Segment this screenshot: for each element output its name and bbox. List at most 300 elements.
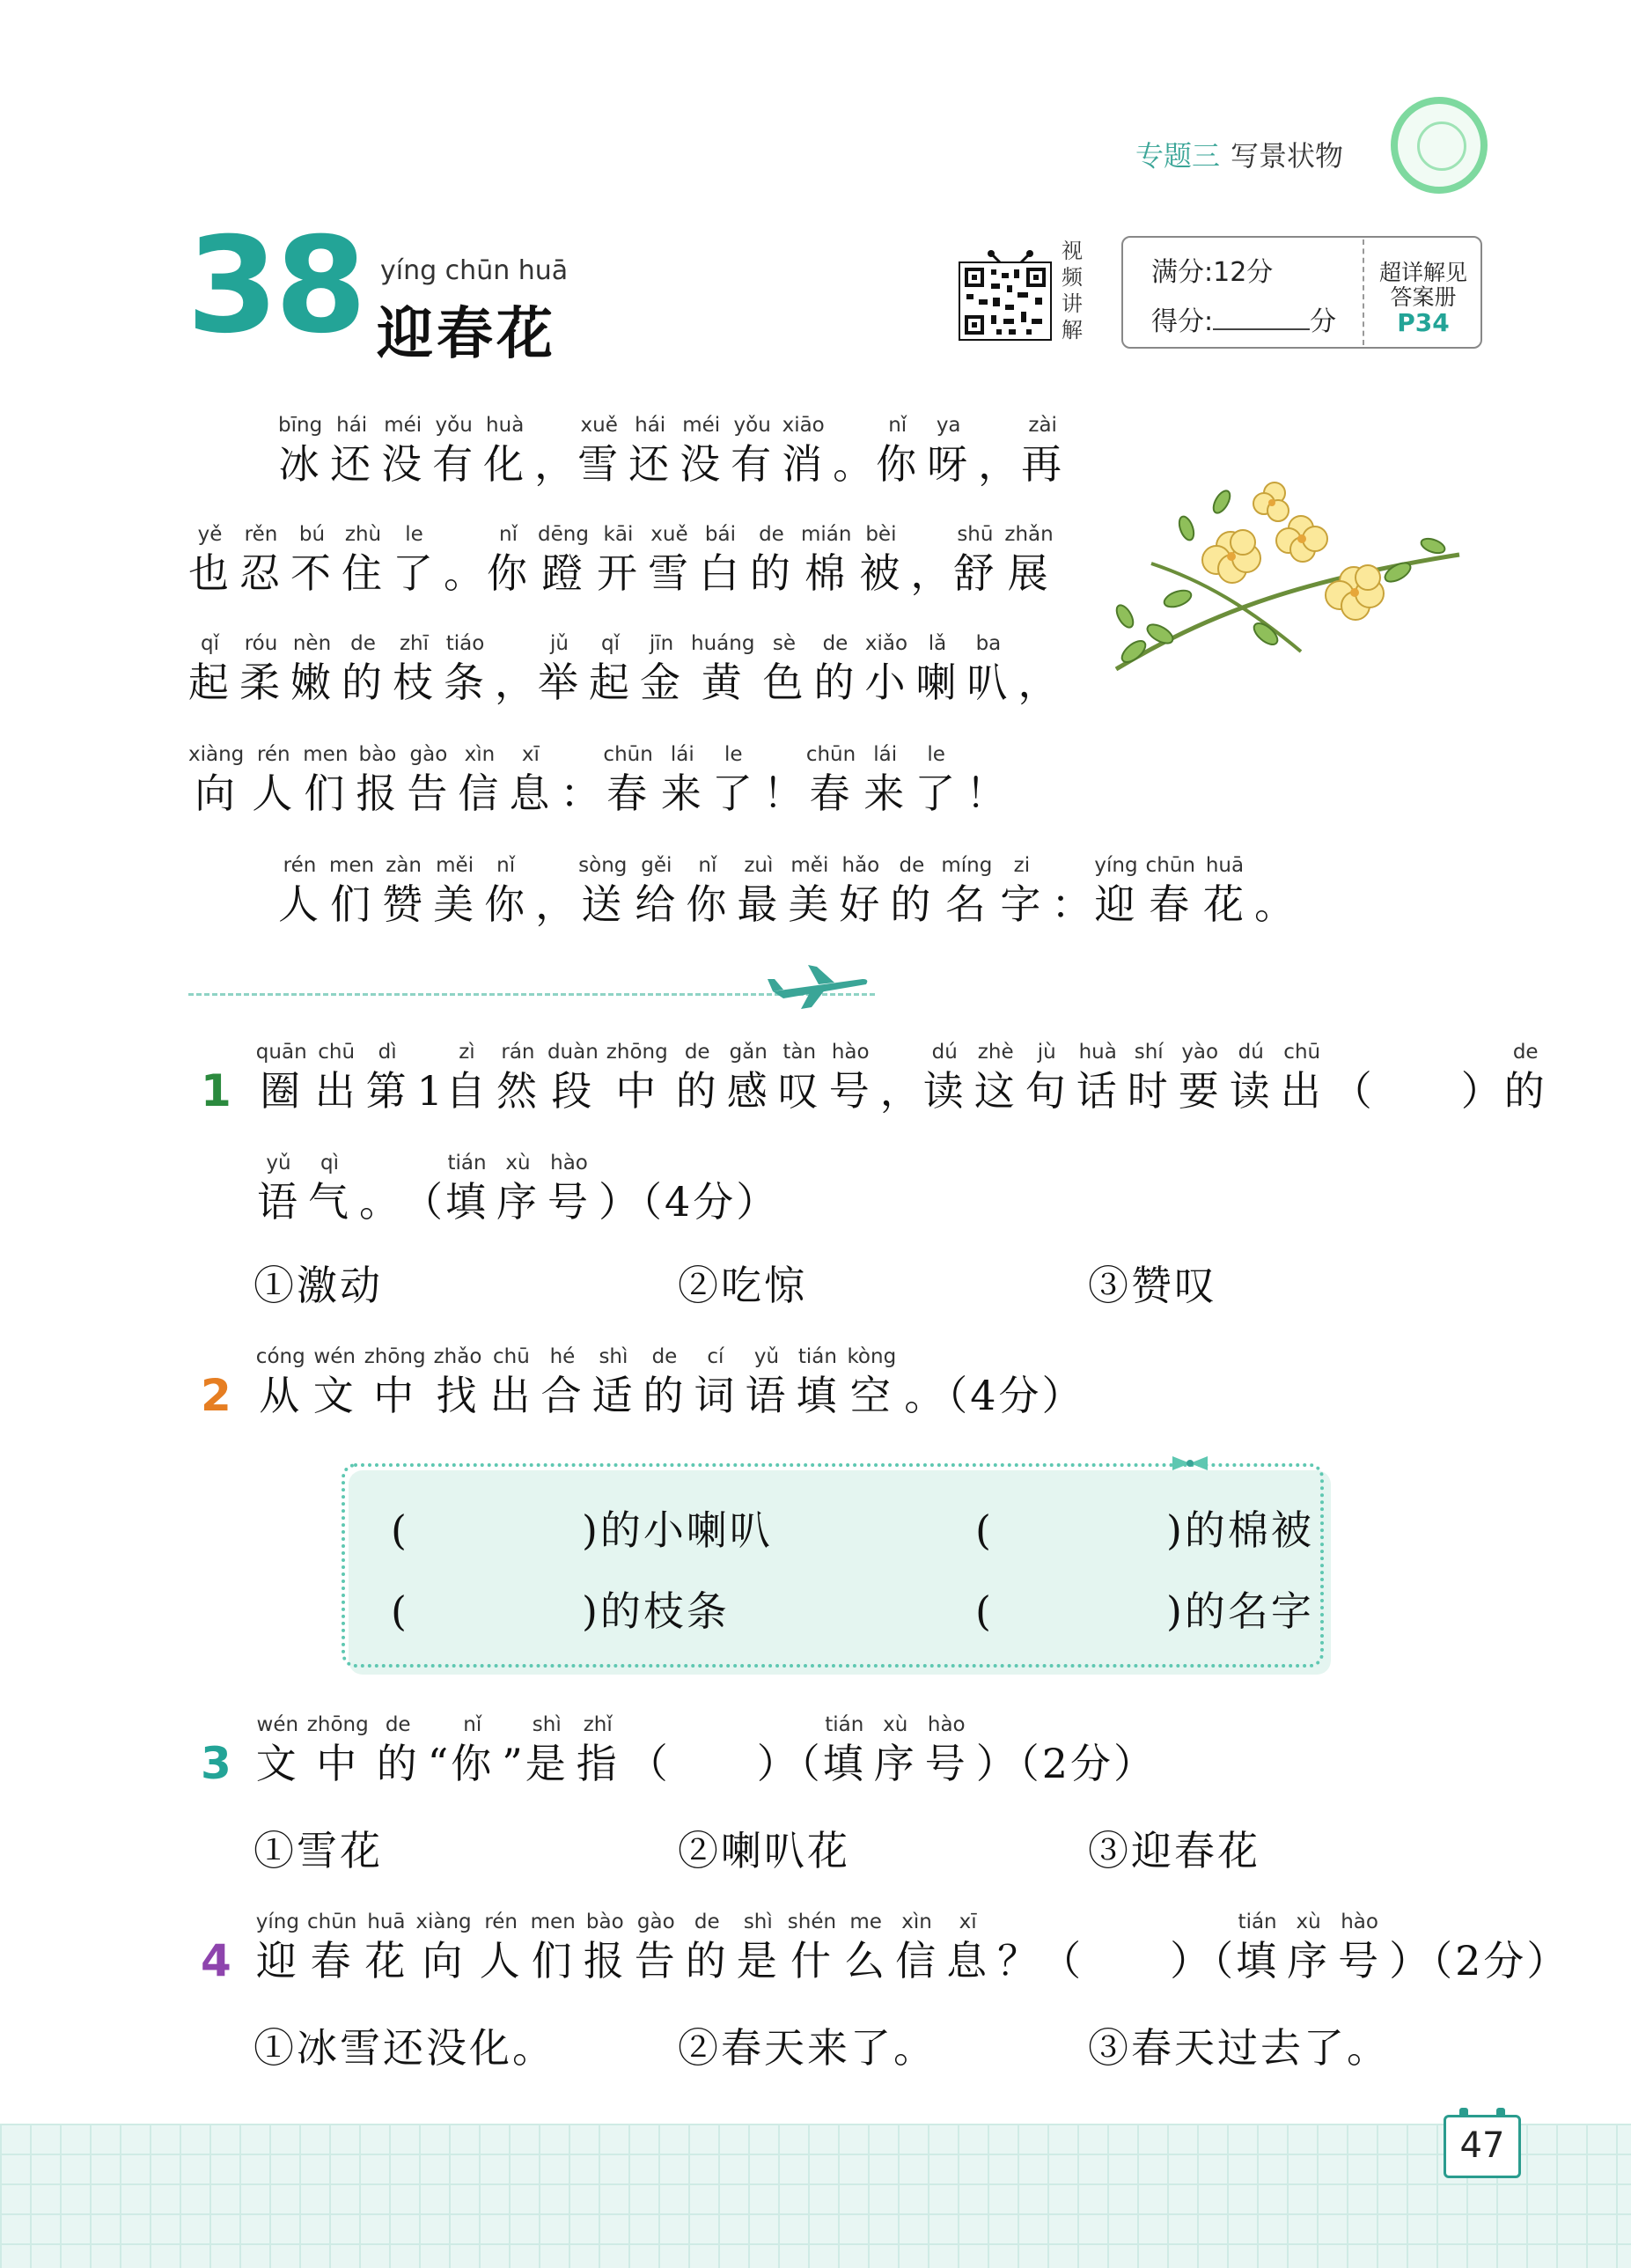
- passage-line-4: [188, 741, 1009, 819]
- full-score: 满分:12分: [1151, 257, 1274, 288]
- pinyin: de: [822, 632, 849, 655]
- hanzi: 给: [635, 880, 679, 928]
- q2-blank-2[interactable]: ( )的棉被: [975, 1506, 1314, 1554]
- hanzi: 起: [589, 659, 632, 706]
- hanzi: 枝: [393, 659, 436, 706]
- ruby-char: [432, 412, 475, 490]
- pinyin: tián: [447, 1152, 487, 1174]
- lesson-title: 迎春花: [377, 302, 556, 367]
- hanzi: 再: [1021, 440, 1065, 488]
- ruby-char: [895, 1909, 938, 1986]
- ruby-char: [382, 852, 425, 930]
- pinyin: de: [1512, 1041, 1539, 1064]
- hanzi: 雪: [647, 549, 691, 597]
- hanzi: 时: [1127, 1067, 1171, 1115]
- hanzi: 空: [849, 1372, 893, 1419]
- pinyin: xiāo: [782, 414, 825, 437]
- hanzi: 的: [749, 549, 793, 597]
- hanzi: 出: [314, 1067, 358, 1115]
- pinyin: jīn: [649, 632, 674, 655]
- pinyin: yǒu: [435, 414, 473, 437]
- hanzi: 感: [726, 1067, 770, 1115]
- medal-badge-icon: [1391, 97, 1488, 194]
- ruby-char: [597, 521, 640, 599]
- hanzi: 没: [680, 440, 724, 488]
- hanzi: 展: [1007, 549, 1051, 597]
- ruby-char: [415, 1909, 471, 1986]
- topic-name: 写景状物: [1231, 139, 1344, 173]
- hanzi: 春: [606, 770, 650, 817]
- hanzi: 信: [895, 1937, 939, 1984]
- hanzi: 找: [436, 1372, 480, 1419]
- ruby-char: [356, 741, 399, 819]
- pinyin: de: [899, 854, 925, 877]
- ruby-char: [538, 630, 581, 708]
- pinyin: chū: [318, 1041, 356, 1064]
- pinyin: lǎ: [928, 632, 947, 655]
- ruby-char: [584, 1909, 627, 1986]
- hanzi: 的: [685, 1937, 729, 1984]
- hanzi: 还: [330, 440, 374, 488]
- pinyin: me: [849, 1911, 882, 1933]
- hanzi: 语: [257, 1178, 300, 1226]
- pinyin: měi: [790, 854, 829, 877]
- ruby-char: [458, 741, 501, 819]
- hanzi: 雪: [577, 440, 621, 488]
- hanzi: 适: [591, 1372, 636, 1419]
- airplane-icon: [766, 960, 871, 1012]
- ruby-char: [925, 1712, 968, 1789]
- pinyin: tiáo: [445, 632, 485, 655]
- ruby-char: [1094, 852, 1137, 930]
- pinyin: wén: [256, 1713, 299, 1736]
- pinyin: yíng: [255, 1911, 299, 1933]
- hanzi: 化: [483, 440, 527, 488]
- ruby-char: [1203, 852, 1246, 930]
- hanzi: 从: [259, 1372, 303, 1419]
- ruby-char: [393, 630, 436, 708]
- ruby-char: [1504, 1039, 1547, 1116]
- pinyin: xiàng: [188, 743, 245, 766]
- pinyin: yě: [197, 523, 223, 546]
- pinyin: bào: [358, 743, 397, 766]
- ruby-char: [307, 1712, 369, 1789]
- ruby-char: [496, 1039, 540, 1116]
- ruby-char: [750, 521, 793, 599]
- text-run: 。: [833, 440, 877, 488]
- hanzi: 中: [615, 1067, 659, 1115]
- pinyin: sè: [772, 632, 796, 655]
- ruby-char: [782, 412, 825, 490]
- hanzi: 们: [330, 880, 374, 928]
- ruby-char: [635, 1909, 678, 1986]
- text-run: ！: [966, 770, 1010, 817]
- hanzi: 了: [915, 770, 959, 817]
- ruby-char: [778, 1039, 821, 1116]
- ruby-char: [788, 852, 831, 930]
- pinyin: zhè: [977, 1041, 1014, 1064]
- ruby-char: [307, 1909, 356, 1986]
- ruby-char: [303, 741, 348, 819]
- ruby-char: [445, 1039, 489, 1116]
- pinyin: hái: [635, 414, 666, 437]
- answer-note-line1: 超详解见: [1378, 260, 1467, 285]
- pinyin: rén: [256, 743, 290, 766]
- question-2-line-1: [201, 1344, 1084, 1421]
- hanzi: 填: [445, 1178, 489, 1226]
- ruby-char: [694, 1344, 737, 1421]
- pinyin: de: [694, 1911, 720, 1933]
- hanzi: 出: [1280, 1067, 1324, 1115]
- text-run: ？（ ）（: [997, 1937, 1237, 1984]
- hanzi: 出: [489, 1372, 533, 1419]
- hanzi: 话: [1076, 1067, 1120, 1115]
- hanzi: 自: [444, 1067, 489, 1115]
- ruby-char: [839, 852, 882, 930]
- ruby-char: [489, 1344, 533, 1421]
- passage-line-2: [188, 521, 1062, 599]
- hanzi: 词: [694, 1372, 738, 1419]
- text-run: ！: [762, 770, 806, 817]
- ruby-char: [699, 521, 742, 599]
- ruby-char: [381, 412, 424, 490]
- hanzi: 向: [422, 1937, 466, 1984]
- q3-option-2[interactable]: ②喇叭花: [678, 1827, 850, 1874]
- ruby-char: [806, 741, 856, 819]
- title-pinyin: yíng chūn huā: [380, 255, 569, 286]
- pinyin: chū: [1283, 1041, 1321, 1064]
- text-run: ，: [534, 440, 578, 488]
- pinyin: yǔ: [753, 1345, 780, 1368]
- text-run: 。: [1253, 880, 1297, 928]
- hanzi: 叹: [777, 1067, 821, 1115]
- ruby-char: [941, 852, 992, 930]
- pinyin: huā: [1205, 854, 1245, 877]
- page-number: 47: [1444, 2115, 1521, 2178]
- pinyin: zhǎn: [1004, 523, 1054, 546]
- hanzi: 送: [581, 880, 625, 928]
- video-lecture-label[interactable]: 视 频 讲 解: [1062, 239, 1083, 342]
- ruby-char: [863, 741, 907, 819]
- ruby-char: [547, 1150, 591, 1227]
- hanzi: 迎: [255, 1937, 299, 1984]
- text-run: ：: [1051, 880, 1095, 928]
- hanzi: 色: [762, 659, 806, 706]
- ruby-char: [531, 1909, 576, 1986]
- pinyin: hái: [336, 414, 368, 437]
- hanzi: 住: [342, 549, 385, 597]
- hanzi: 读: [1229, 1067, 1273, 1115]
- hanzi: 人: [252, 770, 296, 817]
- hanzi: 的: [643, 1372, 687, 1419]
- ruby-char: [890, 852, 933, 930]
- hanzi: 么: [844, 1937, 888, 1984]
- text-run: （ ）: [1331, 1067, 1504, 1115]
- hanzi: 也: [188, 549, 231, 597]
- q4-option-2[interactable]: ②春天来了。: [678, 2024, 937, 2072]
- q4-option-3[interactable]: ③春天过去了。: [1088, 2024, 1390, 2072]
- hanzi: 有: [731, 440, 775, 488]
- ruby-char: [847, 1344, 896, 1421]
- ruby-char: [915, 741, 958, 819]
- text-run: ，: [879, 1067, 923, 1115]
- pinyin: zài: [1028, 414, 1057, 437]
- pinyin: xuě: [580, 414, 618, 437]
- hanzi: 起: [188, 659, 231, 706]
- pinyin: shén: [787, 1911, 837, 1933]
- pinyin: ya: [936, 414, 961, 437]
- pinyin: jǔ: [550, 632, 569, 655]
- hanzi: 喇: [915, 659, 959, 706]
- ruby-char: [635, 852, 678, 930]
- pinyin: yǔ: [266, 1152, 291, 1174]
- pinyin: hào: [927, 1713, 966, 1736]
- hanzi: 报: [583, 1937, 627, 1984]
- q1-option-3[interactable]: ③赞叹: [1088, 1262, 1217, 1309]
- pinyin: bú: [298, 523, 326, 546]
- pinyin: qǐ: [201, 632, 219, 655]
- hanzi: 黄: [701, 659, 745, 706]
- pinyin: gǎn: [729, 1041, 768, 1064]
- hanzi: 不: [290, 549, 334, 597]
- ruby-char: [946, 1909, 989, 1986]
- ruby-char: [188, 741, 244, 819]
- ruby-char: [433, 852, 476, 930]
- topic-number: 专题三: [1135, 139, 1221, 173]
- score-blank[interactable]: [1213, 309, 1310, 330]
- pinyin: měi: [436, 854, 474, 877]
- pinyin: tián: [825, 1713, 864, 1736]
- text-run: ）（2分）: [1389, 1937, 1570, 1984]
- ruby-char: [538, 521, 589, 599]
- pinyin: de: [651, 1345, 678, 1368]
- hanzi: 你: [487, 549, 530, 597]
- text-run: ，: [535, 880, 579, 928]
- ruby-char: [577, 1712, 620, 1789]
- ruby-char: [407, 741, 450, 819]
- pinyin: xī: [959, 1911, 977, 1933]
- pinyin: lái: [873, 743, 898, 766]
- text-run: ：: [560, 770, 604, 817]
- hanzi: 来: [863, 770, 907, 817]
- hanzi: 气: [308, 1178, 351, 1226]
- pinyin: chū: [493, 1345, 530, 1368]
- ruby-char: [966, 630, 1010, 708]
- q3-option-3[interactable]: ③迎春花: [1088, 1827, 1260, 1874]
- pinyin: nǐ: [698, 854, 717, 877]
- hanzi: 的: [813, 659, 857, 706]
- pinyin: qǐ: [601, 632, 620, 655]
- hanzi: 息: [509, 770, 553, 817]
- ruby-char: [589, 630, 632, 708]
- pinyin: nǐ: [496, 854, 516, 877]
- hanzi: 息: [946, 1937, 990, 1984]
- ruby-char: [239, 521, 283, 599]
- hanzi: 告: [634, 1937, 678, 1984]
- pinyin: rén: [283, 854, 317, 877]
- pinyin: dú: [1238, 1041, 1264, 1064]
- hanzi: 你: [686, 880, 730, 928]
- hanzi: 蹬: [541, 549, 585, 597]
- hanzi: 春: [1149, 880, 1193, 928]
- ruby-char: [1281, 1039, 1324, 1116]
- q2-blank-3[interactable]: ( )的枝条: [391, 1587, 730, 1635]
- q3-option-1[interactable]: ①雪花: [253, 1827, 383, 1874]
- hanzi: 读: [922, 1067, 966, 1115]
- hanzi: 消: [782, 440, 826, 488]
- hanzi: 金: [640, 659, 683, 706]
- pinyin: le: [724, 743, 743, 766]
- pinyin: gào: [636, 1911, 675, 1933]
- pinyin: zi: [1013, 854, 1031, 877]
- hanzi: 最: [737, 880, 781, 928]
- pinyin: méi: [682, 414, 721, 437]
- pinyin: míng: [941, 854, 993, 877]
- ruby-char: [256, 1039, 307, 1116]
- pinyin: gào: [409, 743, 448, 766]
- pinyin: men: [303, 743, 349, 766]
- qr-code-icon[interactable]: [956, 248, 1062, 343]
- answer-note-line2: 答案册: [1390, 284, 1457, 310]
- passage-line-5: [278, 852, 1297, 930]
- ruby-char: [330, 412, 373, 490]
- ruby-char: [256, 1712, 299, 1789]
- hanzi: 叭: [966, 659, 1010, 706]
- ruby-char: [496, 1150, 540, 1227]
- pinyin: xuě: [650, 523, 688, 546]
- pinyin: hé: [549, 1345, 576, 1368]
- hanzi: 美: [433, 880, 477, 928]
- ruby-char: [434, 1344, 482, 1421]
- question-3-line-1: [201, 1712, 1157, 1789]
- pinyin: nèn: [292, 632, 332, 655]
- pinyin: bào: [585, 1911, 624, 1933]
- pinyin: nǐ: [463, 1713, 482, 1736]
- pinyin: dì: [378, 1041, 397, 1064]
- ruby-char: [691, 630, 754, 708]
- q2-blank-1[interactable]: ( )的小喇叭: [391, 1506, 773, 1554]
- hanzi: 填: [822, 1740, 866, 1787]
- pinyin: qì: [320, 1152, 339, 1174]
- answer-page-ref[interactable]: P34: [1397, 308, 1450, 337]
- ruby-char: [680, 412, 723, 490]
- pinyin: hào: [1341, 1911, 1378, 1933]
- pinyin: gěi: [641, 854, 672, 877]
- ruby-char: [366, 1039, 409, 1116]
- ruby-char: [876, 412, 919, 490]
- hanzi: 序: [873, 1740, 917, 1787]
- question-2-number: 2: [201, 1370, 231, 1421]
- hanzi: 填: [796, 1372, 840, 1419]
- pinyin: yíng: [1094, 854, 1138, 877]
- pinyin: yào: [1181, 1041, 1219, 1064]
- hanzi: 忍: [239, 549, 283, 597]
- pinyin: mián: [800, 523, 852, 546]
- hanzi: 中: [316, 1740, 360, 1787]
- ruby-char: [239, 630, 283, 708]
- hanzi: 号: [828, 1067, 872, 1115]
- pinyin: shū: [957, 523, 994, 546]
- pinyin: bèi: [865, 523, 897, 546]
- text-run: ）（2分）: [975, 1740, 1157, 1787]
- ruby-char: [737, 1909, 780, 1986]
- hanzi: 春: [310, 1937, 354, 1984]
- hanzi: 合: [540, 1372, 584, 1419]
- pinyin: de: [385, 1713, 411, 1736]
- question-1-line-1: [201, 1039, 1555, 1116]
- hanzi: 被: [859, 549, 903, 597]
- q1-option-1[interactable]: ①激动: [253, 1262, 383, 1309]
- pinyin: chūn: [306, 1911, 357, 1933]
- hanzi: 白: [698, 549, 742, 597]
- pinyin: xiǎo: [864, 632, 908, 655]
- ruby-char: [648, 521, 691, 599]
- ruby-char: [377, 1712, 420, 1789]
- hanzi: 花: [1202, 880, 1246, 928]
- hanzi: 号: [924, 1740, 968, 1787]
- pinyin: de: [684, 1041, 710, 1064]
- pinyin: xù: [883, 1713, 908, 1736]
- hanzi: 这: [973, 1067, 1018, 1115]
- text-run: （: [402, 1178, 445, 1226]
- pinyin: zhōng: [364, 1345, 426, 1368]
- ruby-char: [712, 741, 755, 819]
- ruby-char: [801, 521, 851, 599]
- ruby-char: [953, 521, 996, 599]
- ruby-char: [661, 741, 704, 819]
- pinyin: quān: [255, 1041, 307, 1064]
- ruby-char: [737, 852, 780, 930]
- hanzi: 冰: [278, 440, 322, 488]
- pinyin: lái: [670, 743, 694, 766]
- pinyin: rán: [501, 1041, 535, 1064]
- hanzi: 指: [576, 1740, 620, 1787]
- pinyin: le: [405, 523, 423, 546]
- q4-option-1[interactable]: ①冰雪还没化。: [253, 2024, 555, 2072]
- pinyin: dēng: [538, 523, 589, 546]
- ruby-char: [796, 1344, 839, 1421]
- pinyin: xìn: [464, 743, 496, 766]
- hanzi: 语: [745, 1372, 789, 1419]
- ruby-char: [525, 1712, 569, 1789]
- passage-line-1: [278, 412, 1072, 490]
- hanzi: 中: [373, 1372, 417, 1419]
- ruby-char: [484, 852, 527, 930]
- hanzi: 圈: [260, 1067, 304, 1115]
- ruby-char: [927, 412, 970, 490]
- hanzi: 什: [790, 1937, 834, 1984]
- ruby-char: [1076, 1039, 1120, 1116]
- q1-option-2[interactable]: ②吃惊: [678, 1262, 807, 1309]
- ruby-char: [745, 1344, 788, 1421]
- ruby-char: [923, 1039, 966, 1116]
- ruby-char: [578, 852, 627, 930]
- pinyin: men: [530, 1911, 576, 1933]
- ruby-char: [278, 412, 322, 490]
- pinyin: de: [759, 523, 784, 546]
- pinyin: bái: [704, 523, 736, 546]
- ruby-char: [1004, 521, 1053, 599]
- hanzi: 好: [839, 880, 883, 928]
- pinyin: shí: [1134, 1041, 1164, 1064]
- q2-blank-4[interactable]: ( )的名字: [975, 1587, 1314, 1635]
- ruby-char: [290, 521, 334, 599]
- ruby-char: [329, 852, 374, 930]
- ruby-char: [509, 741, 552, 819]
- pinyin: hǎo: [841, 854, 880, 877]
- question-1-number: 1: [201, 1065, 231, 1116]
- text-run: ，: [1018, 659, 1062, 706]
